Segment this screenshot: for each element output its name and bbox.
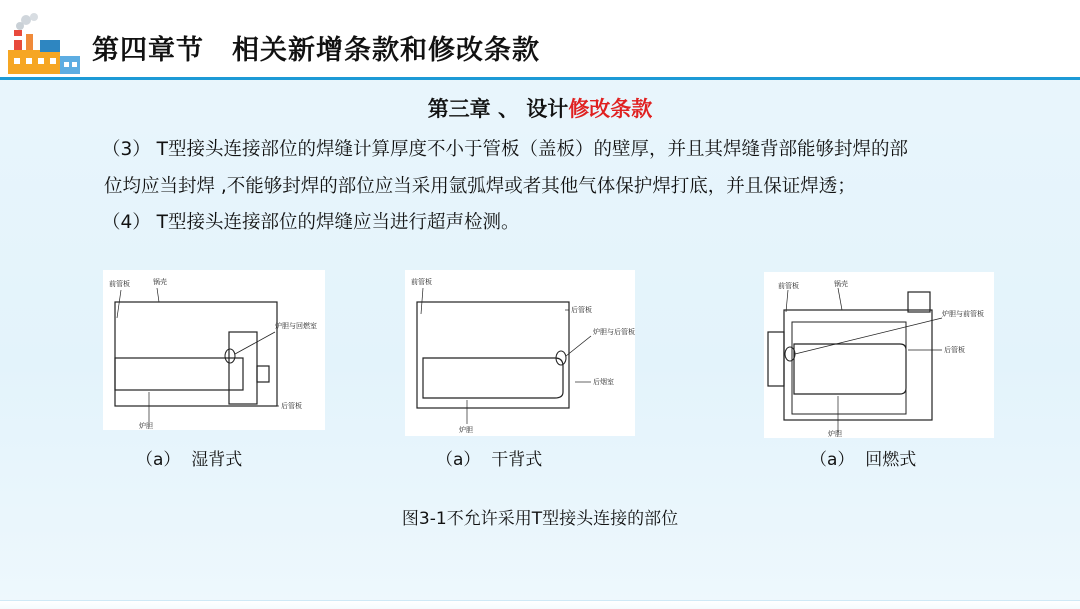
label-joint: 炉胆与后管板 xyxy=(593,328,635,336)
label-rear-tube-plate: 后管板 xyxy=(944,346,965,354)
label-front-tube-plate: 前管板 xyxy=(411,278,432,286)
label-joint: 炉胆与前管板 xyxy=(942,310,984,318)
figure-wet-back xyxy=(103,270,325,430)
paragraph-3-line-1: （3） T型接头连接部位的焊缝计算厚度不小于管板（盖板）的壁厚，并且其焊缝背部能够封焊的部 xyxy=(102,139,908,160)
label-furnace: 炉胆 xyxy=(139,422,153,430)
section-title-prefix: 第三章 、 设计 xyxy=(427,97,569,121)
label-joint: 炉胆与回燃室 xyxy=(275,322,317,330)
caption-reverse-flame: （a） 回燃式 xyxy=(810,450,917,470)
label-rear-smoke-chamber: 后烟室 xyxy=(593,378,614,386)
caption-dry-back: （a） 干背式 xyxy=(436,450,543,470)
label-furnace: 炉胆 xyxy=(828,430,842,438)
label-front-tube-plate: 前管板 xyxy=(109,280,130,288)
label-furnace: 炉胆 xyxy=(459,426,473,434)
caption-wet-back: （a） 湿背式 xyxy=(136,450,243,470)
label-front-tube-plate: 前管板 xyxy=(778,282,799,290)
figure-dry-back xyxy=(405,270,635,436)
label-rear-tube-plate: 后管板 xyxy=(281,402,302,410)
header-divider xyxy=(0,77,1080,80)
figure-caption: 图3-1不允许采用T型接头连接的部位 xyxy=(401,509,679,529)
paragraph-4: （4） T型接头连接部位的焊缝应当进行超声检测。 xyxy=(102,212,520,233)
header-bar xyxy=(0,0,1080,80)
label-shell: 锅壳 xyxy=(153,278,167,286)
section-title xyxy=(0,95,1080,123)
section-title-highlight: 修改条款 xyxy=(568,97,653,121)
label-rear-tube-plate: 后管板 xyxy=(571,306,592,314)
label-shell: 锅壳 xyxy=(834,280,848,288)
page-title: 第四章节 相关新增条款和修改条款 xyxy=(92,35,540,66)
paragraph-3-line-2: 位均应当封焊 ,不能够封焊的部位应当采用氩弧焊或者其他气体保护焊打底，并且保证焊透； xyxy=(104,176,856,197)
factory-icon xyxy=(4,10,84,76)
figure-reverse-flame xyxy=(764,272,994,438)
